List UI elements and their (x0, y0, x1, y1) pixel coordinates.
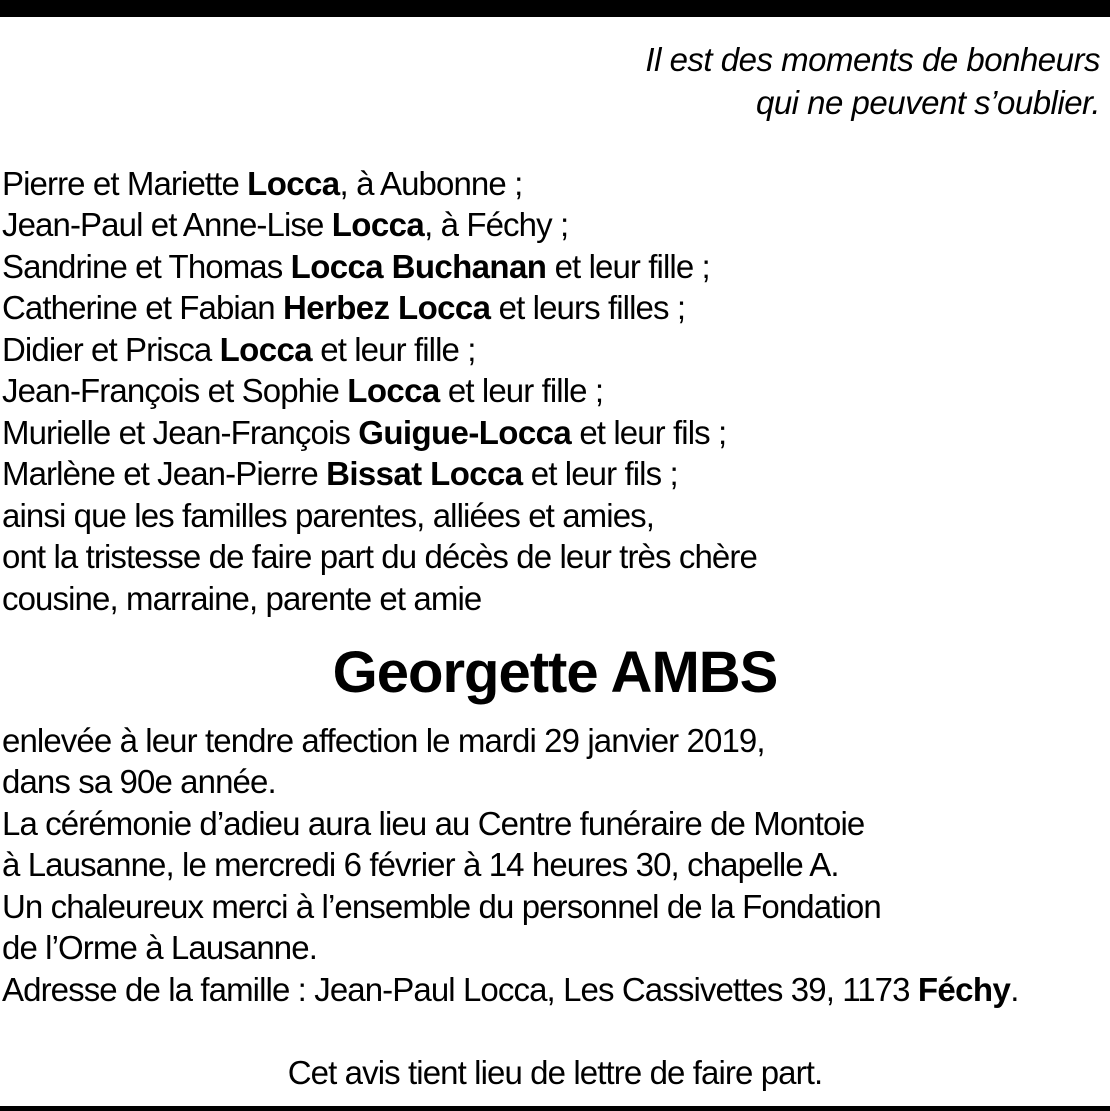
family-line (2, 287, 685, 328)
family-surname: Locca (219, 331, 312, 368)
family-line-text: et leur fille ; (311, 331, 476, 368)
family-line-text: Jean-François et Sophie (2, 372, 348, 409)
family-line-text: et leurs filles ; (490, 289, 686, 326)
family-line-text: , à Féchy ; (424, 206, 569, 243)
epigraph-line-2: qui ne peuvent s’oublier. (755, 84, 1100, 121)
family-surname: Herbez Locca (283, 289, 491, 326)
family-line-text: et leur fils ; (571, 414, 727, 451)
family-line (2, 412, 726, 453)
family-line-text: , à Aubonne ; (339, 165, 523, 202)
deceased-name: Georgette AMBS (332, 640, 778, 705)
announcement-line: ont la tristesse de faire part du décès de leur très chère (2, 538, 757, 575)
family-line-text: Jean-Paul et Anne-Lise (2, 206, 332, 243)
family-line (2, 370, 603, 411)
family-surname: Locca (247, 165, 340, 202)
epigraph-line-1: Il est des moments de bonheurs (645, 41, 1100, 78)
family-line-text: et leur fille ; (439, 372, 604, 409)
family-line-text: Marlène et Jean-Pierre (2, 455, 327, 492)
bottom-rule (0, 1106, 1110, 1111)
family-line (2, 329, 476, 370)
details-line: de l’Orme à Lausanne. (2, 929, 317, 966)
family-line-text: Catherine et Fabian (2, 289, 284, 326)
details-line: dans sa 90e année. (2, 763, 276, 800)
top-rule (0, 0, 1110, 17)
details-line: enlevée à leur tendre affection le mardi 29 janvier 2019, (2, 722, 765, 759)
epigraph (645, 38, 1100, 124)
family-line-text: Pierre et Mariette (2, 165, 248, 202)
family-surname: Guigue-Locca (358, 414, 572, 451)
details-line: La cérémonie d’adieu aura lieu au Centre funéraire de Montoie (2, 805, 865, 842)
family-line-text: et leur fils ; (522, 455, 678, 492)
closing-note: Cet avis tient lieu de lettre de faire part. (287, 1054, 823, 1091)
family-line (2, 246, 710, 287)
details-line: Un chaleureux merci à l’ensemble du personnel de la Fondation (2, 888, 881, 925)
family-address (2, 969, 1019, 1010)
details-line: à Lausanne, le mercredi 6 février à 14 heures 30, chapelle A. (2, 846, 839, 883)
address-town: Féchy (917, 971, 1011, 1008)
announcement-line: cousine, marraine, parente et amie (2, 580, 482, 617)
family-surname: Locca (331, 206, 425, 243)
family-line-text: Didier et Prisca (2, 331, 220, 368)
family-surname: Bissat Locca (326, 455, 523, 492)
family-line-text: et leur fille ; (546, 248, 710, 285)
family-surname: Locca (347, 372, 440, 409)
family-line (2, 163, 522, 204)
family-line-text: Murielle et Jean-François (2, 414, 359, 451)
family-line (2, 453, 678, 494)
family-surname: Locca Buchanan (290, 248, 547, 285)
address-text: . (1010, 971, 1019, 1008)
family-line (2, 204, 568, 245)
address-text: Adresse de la famille : Jean-Paul Locca, Les Cassivettes 39, 1173 (2, 971, 918, 1008)
family-line-text: Sandrine et Thomas (2, 248, 291, 285)
announcement-line: ainsi que les familles parentes, alliées et amies, (2, 497, 655, 534)
